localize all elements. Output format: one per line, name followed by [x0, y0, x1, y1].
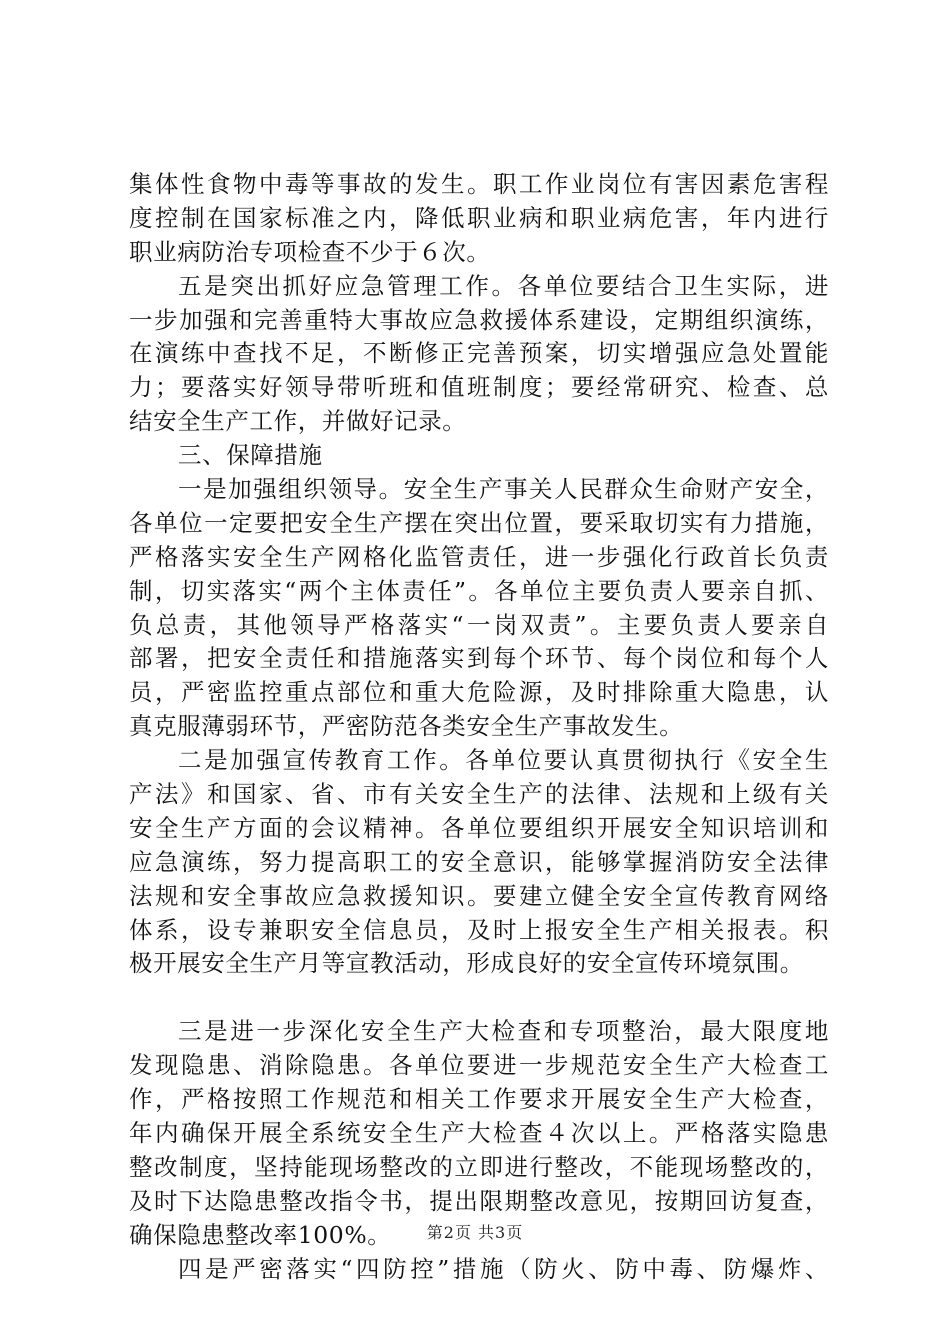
text-line: 员，严密监控重点部位和重大危险源，及时排除重大隐患，认 — [129, 678, 829, 707]
paragraph — [129, 473, 829, 744]
text-line: 四是严密落实“四防控”措施（防火、防中毒、防爆炸、 — [178, 1254, 829, 1283]
text-line: 产法》和国家、省、市有关安全生产的法律、法规和上级有关 — [129, 780, 829, 809]
text-line: 一是加强组织领导。安全生产事关人民群众生命财产安全， — [178, 475, 829, 504]
text-line: 体系，设专兼职安全信息员，及时上报安全生产相关报表。积 — [129, 915, 829, 944]
text-line: 结安全生产工作，并做好记录。 — [129, 407, 467, 436]
text-line: 制，切实落实“两个主体责任”。各单位主要负责人要亲自抓、 — [129, 576, 829, 605]
blank-line — [129, 981, 829, 1015]
paragraph — [129, 744, 829, 981]
text-line: 安全生产方面的会议精神。各单位要组织开展安全知识培训和 — [129, 813, 829, 842]
text-line: 部署，把安全责任和措施落实到每个环节、每个岗位和每个人 — [129, 644, 829, 673]
text-line: 应急演练，努力提高职工的安全意识，能够掌握消防安全法律 — [129, 847, 829, 876]
text-line: 法规和安全事故应急救援知识。要建立健全安全宣传教育网络 — [129, 881, 829, 910]
text-line: 真克服薄弱环节，严密防范各类安全生产事故发生。 — [129, 712, 684, 741]
text-line: 度控制在国家标准之内，降低职业病和职业病危害，年内进行 — [129, 203, 829, 232]
text-line: 确保隐患整改率100%。 — [129, 1220, 392, 1249]
text-line: 集体性食物中毒等事故的发生。职工作业岗位有害因素危害程 — [129, 170, 829, 198]
text-line: 严格落实安全生产网格化监管责任，进一步强化行政首长负责 — [129, 542, 829, 571]
paragraph — [129, 168, 829, 270]
text-line: 极开展安全生产月等宣教活动，形成良好的安全宣传环境氛围。 — [129, 949, 804, 978]
text-line: 三、保障措施 — [178, 441, 323, 470]
document-body — [129, 168, 829, 1286]
paragraph — [129, 439, 829, 473]
paragraph — [129, 270, 829, 439]
text-line: 发现隐患、消除隐患。各单位要进一步规范安全生产大检查工 — [129, 1051, 829, 1080]
text-line: 整改制度，坚持能现场整改的立即进行整改，不能现场整改的， — [129, 1152, 829, 1181]
text-line: 五是突出抓好应急管理工作。各单位要结合卫生实际，进 — [178, 271, 829, 300]
text-line: 三是进一步深化安全生产大检查和专项整治，最大限度地 — [178, 1017, 829, 1046]
text-line: 年内确保开展全系统安全生产大检查４次以上。严格落实隐患 — [129, 1118, 829, 1147]
text-line: 一步加强和完善重特大事故应急救援体系建设，定期组织演练， — [129, 305, 829, 334]
text-line: 及时下达隐患整改指令书，提出限期整改意见，按期回访复查， — [129, 1186, 829, 1215]
paragraph — [129, 1253, 829, 1287]
text-line: 负总责，其他领导严格落实“一岗双责”。主要负责人要亲自 — [129, 610, 829, 639]
text-line: 各单位一定要把安全生产摆在突出位置，要采取切实有力措施， — [129, 508, 829, 537]
text-line: 二是加强宣传教育工作。各单位要认真贯彻执行《安全生 — [178, 746, 829, 775]
text-line: 职业病防治专项检查不少于６次。 — [129, 237, 491, 266]
text-line: 在演练中查找不足，不断修正完善预案，切实增强应急处置能 — [129, 339, 829, 368]
text-line: 力；要落实好领导带听班和值班制度；要经常研究、检查、总 — [129, 373, 829, 402]
paragraph — [129, 1015, 829, 1252]
page-footer: 第2页 共3页 — [426, 1223, 524, 1242]
text-line: 作，严格按照工作规范和相关工作要求开展安全生产大检查， — [129, 1085, 829, 1114]
